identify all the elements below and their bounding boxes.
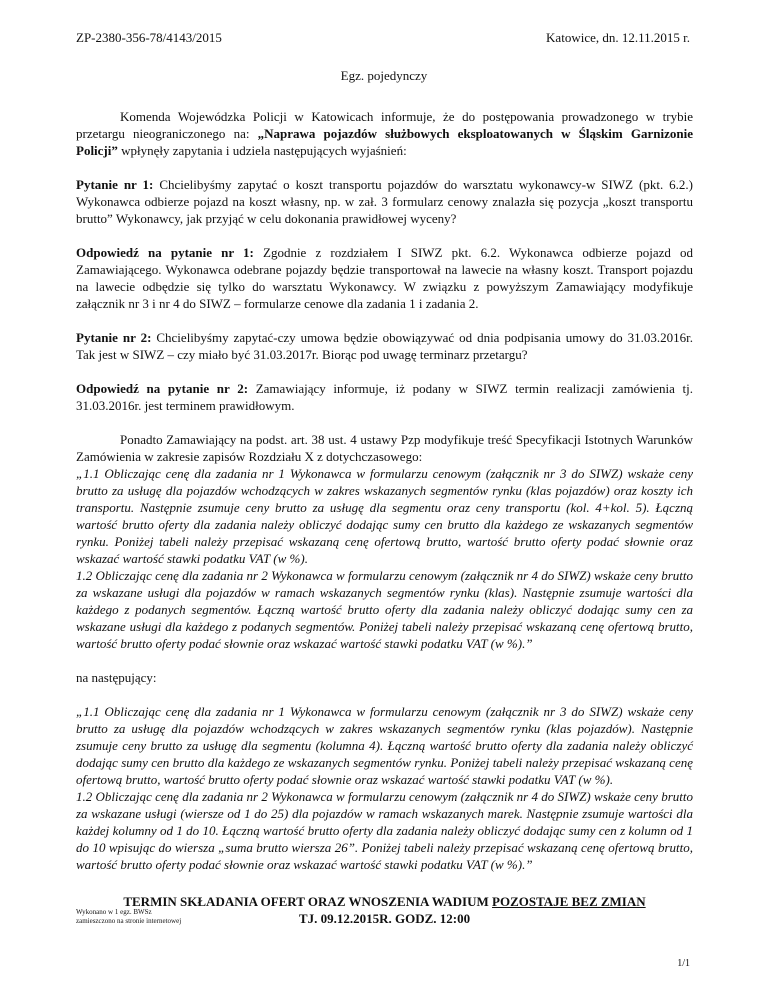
document-body: [76, 108, 693, 927]
question-text: Chcielibyśmy zapytać o koszt transportu pojazdów do warsztatu wykonawcy-w SIWZ (pkt. 6.2.) Wykonawca odbierze pojazd na koszt własny, np. w zał. 3 formularz cenowy znalazła się pozycja „koszt transportu brutto” Wykonawcy, jak przyjąć w celu dokonania prawidłowej wyceny?: [76, 177, 693, 226]
to-label: na następujący:: [76, 670, 157, 685]
copy-note: Egz. pojedynczy: [340, 68, 428, 83]
intro-paragraph: [76, 108, 693, 159]
page-number: 1/1: [677, 958, 690, 969]
question-2: [76, 329, 693, 363]
question-label: Pytanie nr 1:: [76, 177, 154, 192]
closing-underlined: POZOSTAJE BEZ ZMIAN: [492, 894, 646, 909]
intro-text-end: wpłynęły zapytania i udziela następujących wyjaśnień:: [117, 143, 407, 158]
reference-number: ZP-2380-356-78/4143/2015: [76, 30, 222, 45]
old-provision-text: „1.1 Obliczając cenę dla zadania nr 1 Wykonawca w formularzu cenowym (załącznik nr 3 do SIWZ) wskaże ceny brutto za usługę dla pojazdów wchodzących w zakres wskazanych segmentów rynku (klas pojazdów) oraz koszty ich transportu. Następnie zsumuje ceny brutto za usługę dla segmentu oraz ceny transportu (kol. 4+kol. 5). Łączną wartość brutto oferty dla zadania należy obliczyć dodając sumy cen brutto dla każdego ze wskazanych segmentów rynku. Poniżej tabeli należy przepisać wskazaną cenę ofertową brutto, wartość brutto oferty podać słownie oraz wskazać wartość stawki podatku VAT (w %). 1.2 Obliczając cenę dla zadania nr 2 Wykonawca w formularzu cenowym (załącznik nr 4 do SIWZ) wskaże ceny brutto za wskazane usługi dla pojazdów w ramach wskazanych segmentów rynku (klas). Następnie zsumuje wartości dla każdego z podanych segmentów. Łączną wartość brutto oferty dla zadania należy obliczyć dodając sumy cen za wskazane usługi dla każdego z podanych segmentów. Poniżej tabeli należy przepisać wskazaną cenę ofertową brutto, wartość brutto oferty podać słownie oraz wskazać wartość stawki podatku VAT (w %).”: [76, 466, 693, 651]
footer-line: Wykonano w 1 egz. BWSz: [76, 908, 152, 916]
answer-label: Odpowiedź na pytanie nr 1:: [76, 245, 254, 260]
modification-intro: Ponadto Zamawiający na podst. art. 38 ust. 4 ustawy Pzp modyfikuje treść Specyfikacji Istotnych Warunków Zamówienia w zakresie zapisów Rozdziału X z dotychczasowego:: [76, 432, 693, 464]
answer-text: Zgodnie z rozdziałem I SIWZ pkt. 6.2. Wykonawca odbierze pojazd od Zamawiającego. Wykonawca odebrane pojazdy będzie transportował na lawecie na własny koszt. Transport pojazdu na lawecie odbędzie się tylko do warsztatu Wykonawcy. W związku z powyższym Zamawiający modyfikuje załącznik nr 3 i nr 4 do SIWZ – formularze cenowe dla zadania 1 i zadania 2.: [76, 245, 693, 311]
answer-2: [76, 380, 693, 414]
intro-text: Komenda Wojewódzka Policji w Katowicach informuje, że do postępowania prowadzonego w trybie przetargu nieograniczonego na:: [76, 109, 693, 141]
closing-text: TERMIN SKŁADANIA OFERT ORAZ WNOSZENIA WADIUM: [123, 894, 493, 909]
question-1: [76, 176, 693, 227]
place-date: Katowice, dn. 12.11.2015 r.: [546, 30, 690, 45]
question-text: Chcielibyśmy zapytać-czy umowa będzie obowiązywać od dnia podpisania umowy do 31.03.2016r. Tak jest w SIWZ – czy miało być 31.03.2017r. Biorąc pod uwagę terminarz przetargu?: [76, 330, 693, 362]
new-provision-text: „1.1 Obliczając cenę dla zadania nr 1 Wykonawca w formularzu cenowym (załącznik nr 3 do SIWZ) wskaże ceny brutto za usługę dla pojazdów wchodzących w zakres wskazanych segmentów rynku (klas pojazdów). Następnie zsumuje ceny brutto za usługę dla segmentu (kolumna 4). Łączną wartość brutto oferty dla zadania należy obliczyć dodając sumy cen brutto dla każdego ze wskazanych segmentów rynku. Poniżej tabeli należy przepisać wskazaną cenę ofertową brutto, wartość brutto oferty podać słownie oraz wskazać wartość stawki podatku VAT (w %). 1.2 Obliczając cenę dla zadania nr 2 Wykonawca w formularzu cenowym (załącznik nr 4 do SIWZ) wskaże ceny brutto za wskazane usługi (wiersze od 1 do 25) dla pojazdów w ramach wskazanych marek. Następnie zsumuje wartości dla każdej kolumny od 1 do 10. Łączną wartość brutto oferty dla zadania należy obliczyć dodając sumy cen z kolumn od 1 do 10 wpisując do wiersza „suma brutto wiersza 26”. Poniżej tabeli należy przepisać wskazaną cenę ofertową brutto, wartość brutto oferty podać słownie oraz wskazać wartość stawki podatku VAT (w %).”: [76, 704, 693, 872]
answer-text: Zamawiający informuje, iż podany w SIWZ termin realizacji zamówienia tj. 31.03.2016r. jest terminem prawidłowym.: [76, 381, 693, 413]
footer-note: [76, 908, 181, 926]
answer-label: Odpowiedź na pytanie nr 2:: [76, 381, 249, 396]
closing-date: TJ. 09.12.2015R. GODZ. 12:00: [298, 911, 471, 926]
question-label: Pytanie nr 2:: [76, 330, 152, 345]
footer-line: zamieszczono na stronie internetowej: [76, 917, 182, 925]
tender-title: „Naprawa pojazdów służbowych eksploatowanych w Śląskim Garnizonie Policji”: [76, 126, 693, 158]
answer-1: [76, 244, 693, 312]
